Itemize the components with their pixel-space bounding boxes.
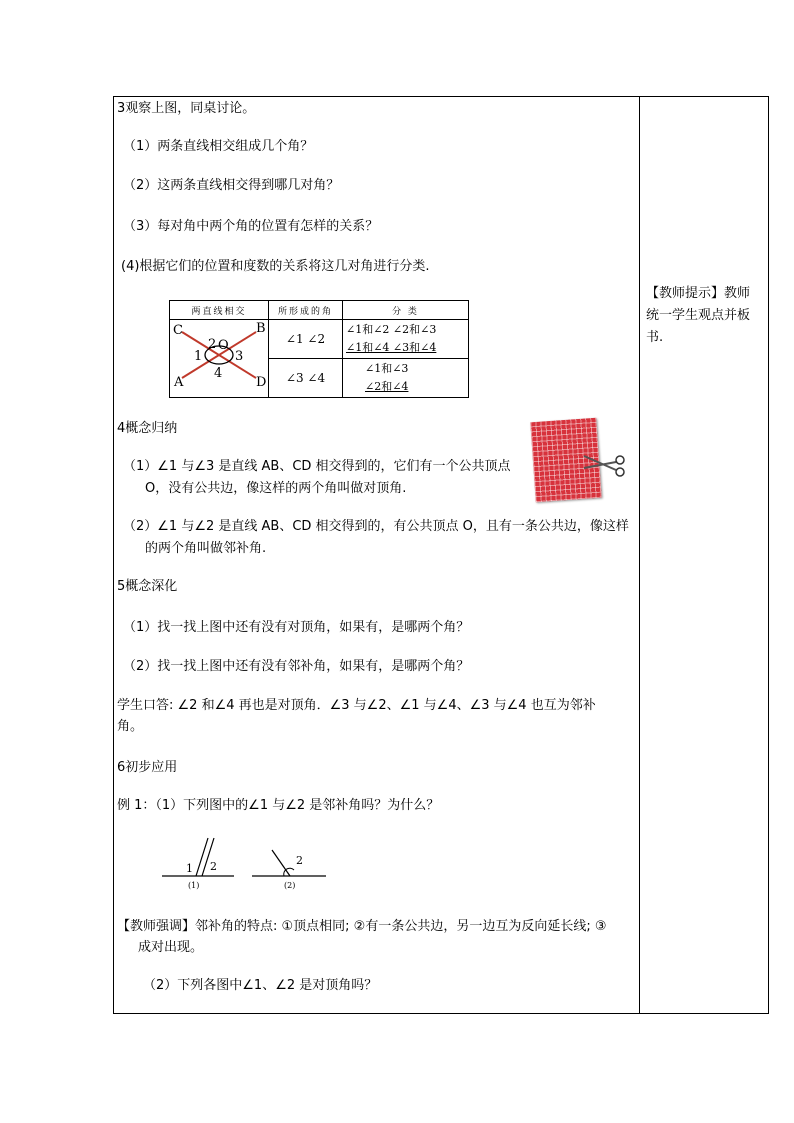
teacher-tip-line-2: 统一学生观点并板 bbox=[646, 308, 751, 323]
intersecting-lines-diagram-cell bbox=[170, 320, 269, 398]
teacher-emphasis-line-2: 成对出现。 bbox=[138, 940, 204, 955]
concept-adjacent-angles bbox=[123, 516, 633, 560]
fig2-angle-2-label: 2 bbox=[296, 854, 303, 867]
label-d: D bbox=[256, 375, 267, 390]
classification-vertical-line-1: ∠1和∠3 bbox=[365, 362, 409, 375]
scissors-icon bbox=[578, 448, 628, 488]
label-c: C bbox=[173, 323, 183, 338]
section6-title: 6初步应用 bbox=[117, 760, 178, 775]
student-answer-line-2: 角。 bbox=[117, 719, 144, 734]
label-a: A bbox=[174, 375, 184, 390]
example-1-question-2: （2）下列各图中∠1、∠2 是对顶角吗？ bbox=[143, 978, 378, 993]
fig1-angle-1-label: 1 bbox=[186, 862, 193, 875]
table-header-angles: 所形成的角 bbox=[269, 301, 343, 320]
angles-row-2: ∠3 ∠4 bbox=[269, 359, 343, 398]
label-angle-2: 2 bbox=[208, 337, 217, 352]
classification-vertical-line-2: ∠2和∠4 bbox=[365, 380, 409, 393]
concept-vertical-angles-text: （1）∠1 与∠3 是直线 AB、CD 相交得到的，它们有一个公共顶点 O，没有公共边，像这样的两个角叫做对顶角. bbox=[123, 459, 511, 496]
example-1-question: 例 1：（1）下列图中的∠1 与∠2 是邻补角吗？为什么？ bbox=[117, 798, 440, 813]
concept-adjacent-angles-text: （2）∠1 与∠2 是直线 AB、CD 相交得到的，有公共顶点 O，且有一条公共边，像这样的两个角叫做邻补角. bbox=[123, 519, 629, 556]
section5-question-1: （1）找一找上图中还有没有对顶角，如果有，是哪两个角？ bbox=[123, 620, 470, 635]
concept-vertical-angles bbox=[123, 456, 523, 500]
section4-title: 4概念归纳 bbox=[117, 421, 178, 436]
label-b: B bbox=[256, 321, 266, 336]
section3-question-1: （1）两条直线相交组成几个角？ bbox=[123, 139, 314, 154]
label-angle-3: 3 bbox=[235, 349, 244, 364]
classification-adjacent-cell bbox=[343, 320, 469, 359]
intersecting-lines-diagram bbox=[170, 320, 268, 394]
angles-row-1: ∠1 ∠2 bbox=[269, 320, 343, 359]
section3-question-3: （3）每对角中两个角的位置有怎样的关系？ bbox=[123, 219, 379, 234]
section3-question-4: (4)根据它们的位置和度数的关系将这几对角进行分类. bbox=[121, 259, 430, 274]
section5-title: 5概念深化 bbox=[117, 579, 178, 594]
fig2-caption: (2) bbox=[284, 881, 296, 890]
classification-vertical-cell bbox=[343, 359, 469, 398]
example-figures bbox=[160, 832, 340, 892]
angle-classification-table bbox=[169, 300, 469, 398]
label-point-o: O bbox=[218, 338, 229, 353]
table-header-lines: 两直线相交 bbox=[170, 301, 269, 320]
classification-adjacent-line-2: ∠1和∠4 ∠3和∠4 bbox=[346, 341, 437, 354]
teacher-tip-line-3: 书. bbox=[646, 330, 664, 345]
student-answer-line-1: 学生口答: ∠2 和∠4 再也是对顶角．∠3 与∠2、∠1 与∠4、∠3 与∠4 也互为邻补 bbox=[117, 698, 596, 713]
classification-adjacent-line-1: ∠1和∠2 ∠2和∠3 bbox=[346, 323, 437, 336]
teacher-tip-sidebar bbox=[646, 283, 766, 349]
column-divider bbox=[639, 96, 640, 1014]
label-angle-4: 4 bbox=[214, 366, 223, 381]
section3-question-2: （2）这两条直线相交得到哪几对角？ bbox=[123, 178, 340, 193]
section3-title: 3观察上图，同桌讨论。 bbox=[117, 101, 256, 116]
label-angle-1: 1 bbox=[194, 349, 203, 364]
table-header-classification: 分 类 bbox=[343, 301, 469, 320]
teacher-tip-line-1: 【教师提示】教师 bbox=[646, 286, 751, 301]
fig1-angle-2-label: 2 bbox=[210, 860, 217, 873]
teacher-emphasis-line-1: 【教师强调】邻补角的特点: ①顶点相同; ②有一条公共边，另一边互为反向延长线; ③ bbox=[117, 919, 607, 934]
section5-question-2: （2）找一找上图中还有没有邻补角，如果有，是哪两个角？ bbox=[123, 659, 470, 674]
fig1-caption: (1) bbox=[188, 881, 200, 890]
